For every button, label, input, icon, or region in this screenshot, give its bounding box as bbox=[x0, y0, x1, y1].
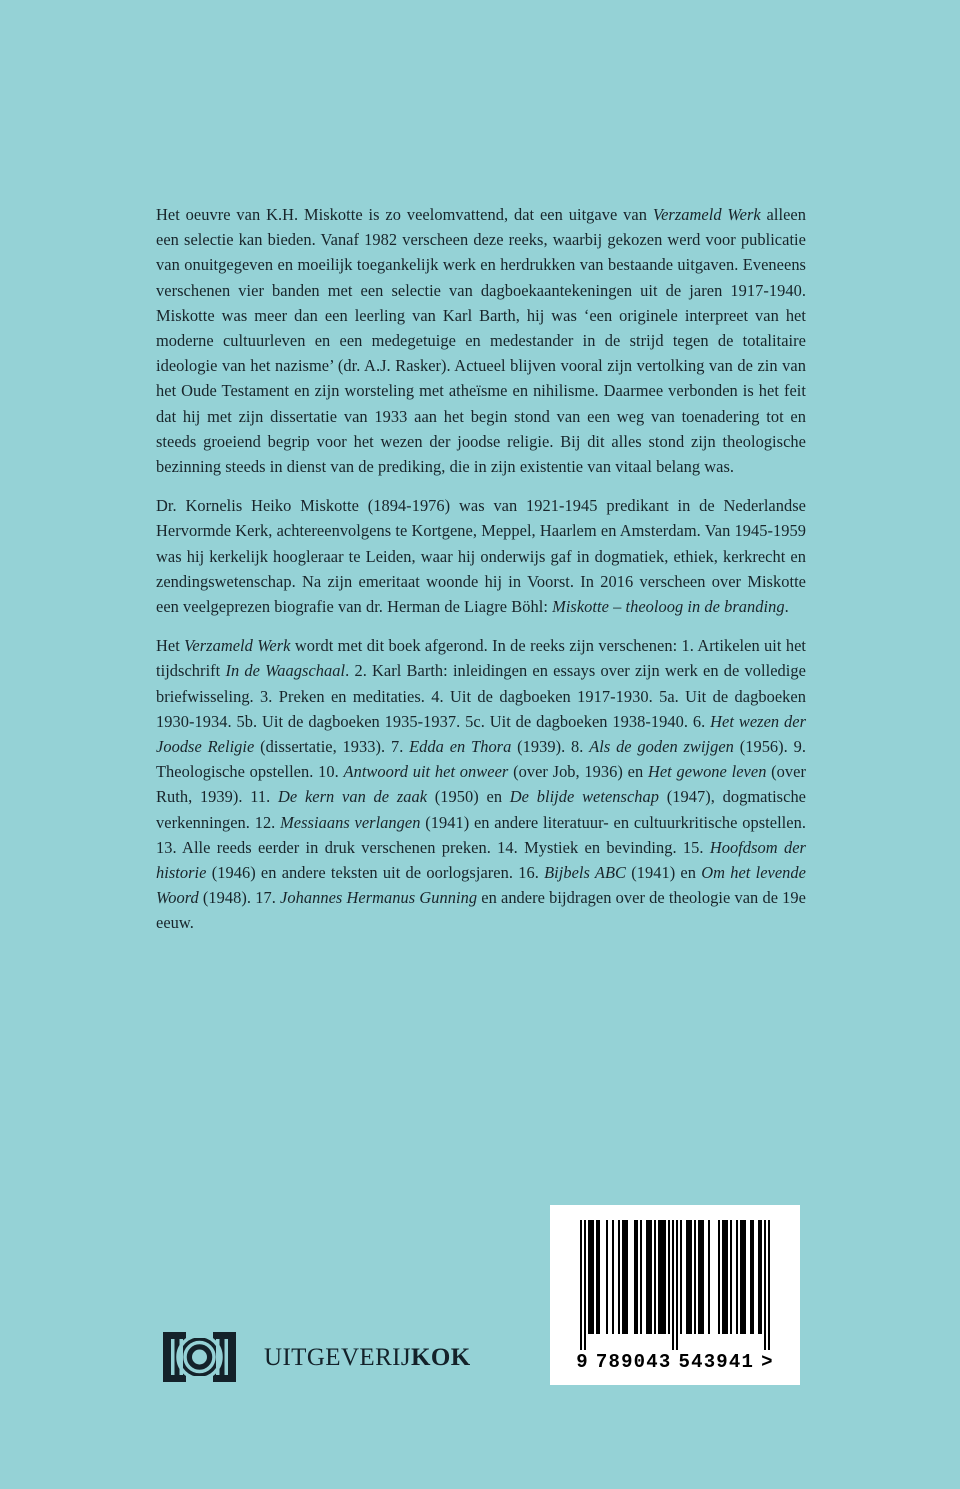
publisher-name-light: UITGEVERIJ bbox=[264, 1344, 412, 1371]
publisher-name-bold: KOK bbox=[411, 1344, 471, 1371]
blurb-paragraph-series-list: Het Verzameld Werk wordt met dit boek afgerond. In de reeks zijn verschenen: 1. Artikelen uit het tijdschrift In de Waagschaal. 2. Karl Barth: inleidingen en essays over zijn werk en de volledige briefwisseling. 3. Preken en meditaties. 4. Uit de dagboeken 1917-1930. 5a. Uit de dagboeken 1930-1934. 5b. Uit de dagboeken 1935-1937. 5c. Uit de dagboeken 1938-1940. 6. Het wezen der Joodse Religie (dissertatie, 1933). 7. Edda en Thora (1939). 8. Als de goden zwijgen (1956). 9. Theologische opstellen. 10. Antwoord uit het onweer (over Job, 1936) en Het gewone leven (over Ruth, 1939). 11. De kern van de zaak (1950) en De blijde wetenschap (1947), dogmatische verkenningen. 12. Messiaans verlangen (1941) en andere literatuur- en cultuurkritische opstellen. 13. Alle reeds eerder in druk verschenen preken. 14. Mystiek en bevinding. 15. Hoofdsom der historie (1946) en andere teksten uit de oorlogsjaren. 16. Bijbels ABC (1941) en Om het levende Woord (1948). 17. Johannes Hermanus Gunning en andere bijdragen over de theologie van de 19e eeuw. bbox=[156, 636, 807, 933]
publisher-name bbox=[264, 1344, 471, 1372]
barcode-digit-prefix: 9 bbox=[576, 1351, 589, 1373]
barcode-digits bbox=[566, 1351, 784, 1377]
blurb-paragraph-biography: Dr. Kornelis Heiko Miskotte (1894-1976) was van 1921-1945 predikant in de Nederlandse Hervormde Kerk, achtereenvolgens te Kortgene, Meppel, Haarlem en Amsterdam. Van 1945-1959 was hij kerkelijk hoogleraar te Leiden, waar hij onderwijs gaf in dogmatiek, ethiek, kerkrecht en zendingswetenschap. Na zijn emeritaat woonde hij in Voorst. In 2016 verscheen over Miskotte een veelgeprezen biografie van dr. Herman de Liagre Böhl: Miskotte – theoloog in de branding. bbox=[156, 496, 806, 617]
publisher-logo bbox=[163, 1332, 471, 1382]
barcode-bars bbox=[566, 1220, 784, 1350]
blurb-text-block bbox=[156, 202, 806, 936]
barcode-digit-group-2: 543941 bbox=[678, 1351, 755, 1373]
isbn-barcode bbox=[550, 1205, 800, 1385]
barcode-bar bbox=[768, 1220, 770, 1350]
kok-emblem-icon bbox=[163, 1332, 236, 1382]
blurb-paragraph-oeuvre: Het oeuvre van K.H. Miskotte is zo veelomvattend, dat een uitgave van Verzameld Werk alleen een selectie kan bieden. Vanaf 1982 verscheen deze reeks, waarbij gekozen werd voor publicatie van onuitgegeven en moeilijk toegankelijk werk en herdrukken van bestaande uitgaven. Eveneens verschenen vier banden met een selectie van dagboekaantekeningen uit de jaren 1917-1940. Miskotte was meer dan een leerling van Karl Barth, hij was ‘een originele interpreet van het moderne cultuurleven en een medegetuige en medestander in de strijd tegen de totalitaire ideologie van het nazisme’ (dr. A.J. Rasker). Actueel blijven vooral zijn vertolking van de zin van het Oude Testament en zijn worsteling met atheïsme en nihilisme. Daarmee verbonden is het feit dat hij met zijn dissertatie van 1933 aan het begin stond van een weg van toenadering tot en steeds groeiend begrip voor het wezen der joodse religie. Bij dit alles stond zijn theologische bezinning steeds in dienst van de prediking, die in zijn existentie van vitaal belang was. bbox=[156, 205, 806, 477]
barcode-addon-marker: > bbox=[761, 1351, 774, 1373]
barcode-digit-group-1: 789043 bbox=[595, 1351, 672, 1373]
